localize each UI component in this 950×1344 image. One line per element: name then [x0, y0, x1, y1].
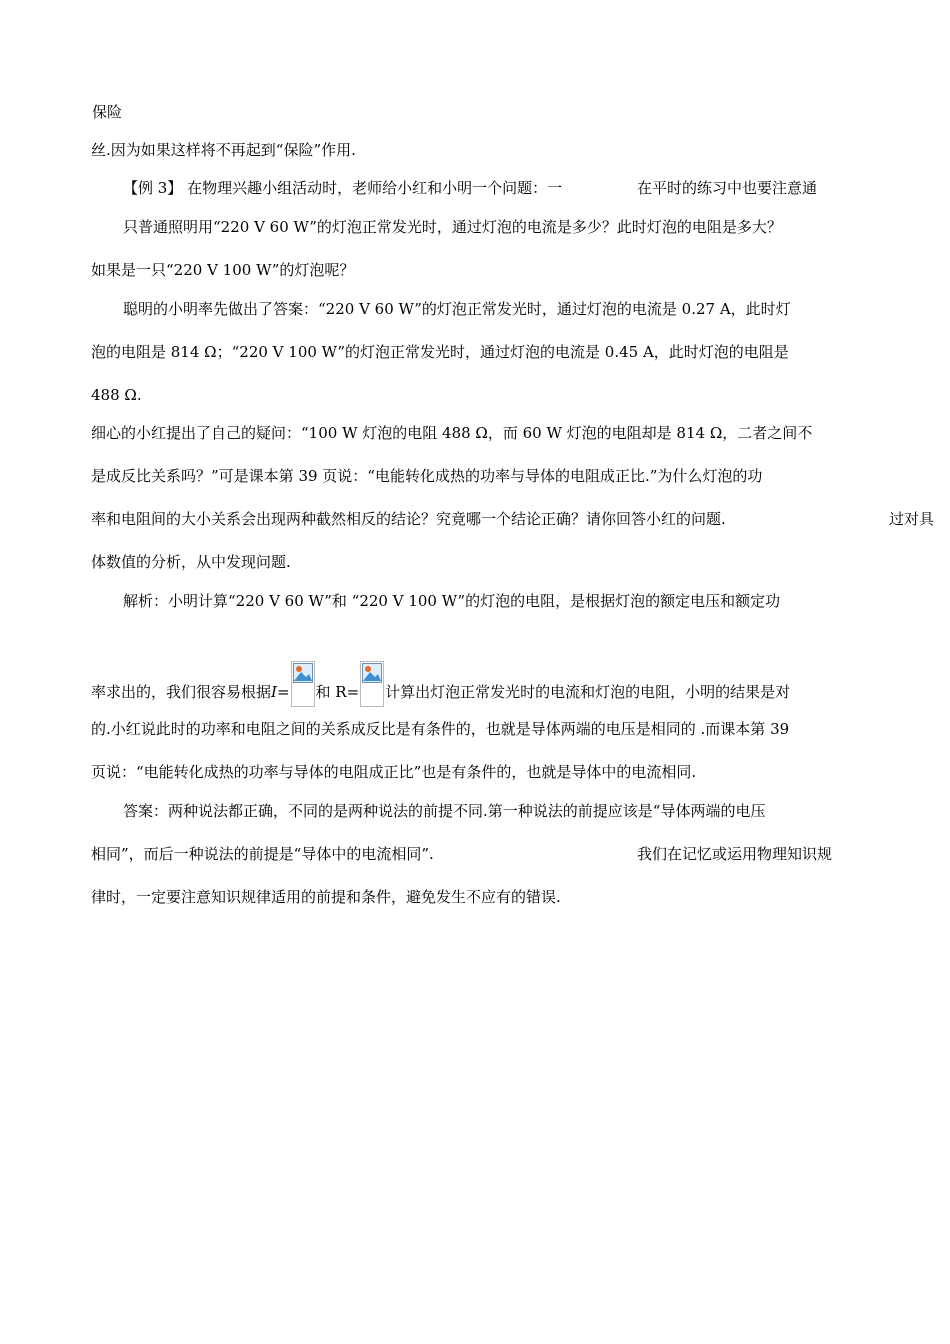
text-line: 律时，一定要注意知识规律适用的前提和条件，避免发生不应有的错误.	[91, 888, 561, 906]
side-note-text: 我们在记忆或运用物理知识规	[637, 845, 833, 863]
text-line: 488 Ω.	[91, 386, 142, 404]
side-note-text: 过对具	[889, 510, 935, 528]
formula-line-prefix: 率求出的，我们很容易根据	[91, 683, 272, 701]
equals-sign: =	[276, 683, 290, 701]
text-line: 相同”，而后一种说法的前提是“导体中的电流相同”.	[91, 845, 434, 863]
text-line: 保险	[92, 103, 123, 121]
text-line: 的.小红说此时的功率和电阻之间的关系成反比是有条件的，也就是导体两端的电压是相同的 .而课本第 39	[91, 720, 790, 738]
formula-line-middle: 和 R=	[315, 683, 360, 701]
text-line: 率和电阻间的大小关系会出现两种截然相反的结论？究竟哪一个结论正确？请你回答小红的问题.	[91, 510, 726, 528]
text-line: 聪明的小明率先做出了答案：“220 V 60 W”的灯泡正常发光时，通过灯泡的电流是 0.27 A，此时灯	[123, 300, 791, 318]
current-symbol: I	[271, 683, 277, 701]
text-line: 是成反比关系吗？”可是课本第 39 页说：“电能转化成热的功率与导体的电阻成正比.”为什么灯泡的功	[91, 467, 763, 485]
example-heading-line: 【例 3】 在物理兴趣小组活动时，老师给小红和小明一个问题：一	[123, 179, 563, 197]
answer-line: 答案：两种说法都正确，不同的是两种说法的前提不同.第一种说法的前提应该是“导体两端的电压	[123, 802, 766, 820]
broken-image-icon	[291, 661, 315, 707]
text-line: 细心的小红提出了自己的疑问：“100 W 灯泡的电阻 488 Ω，而 60 W 灯泡的电阻却是 814 Ω，二者之间不	[91, 424, 813, 442]
text-line: 体数值的分析，从中发现问题.	[91, 553, 291, 571]
side-note-text: 在平时的练习中也要注意通	[637, 179, 818, 197]
text-line: 解析：小明计算“220 V 60 W”和 “220 V 100 W”的灯泡的电阻，是根据灯泡的额定电压和额定功	[123, 592, 781, 610]
formula-line	[91, 661, 790, 707]
text-line: 泡的电阻是 814 Ω；“220 V 100 W”的灯泡正常发光时，通过灯泡的电流是 0.45 A，此时灯泡的电阻是	[91, 343, 789, 361]
text-line: 如果是一只“220 V 100 W”的灯泡呢？	[91, 261, 355, 279]
broken-image-icon	[360, 661, 384, 707]
text-line: 页说：“电能转化成热的功率与导体的电阻成正比”也是有条件的，也就是导体中的电流相同.	[91, 763, 697, 781]
formula-line-suffix: 计算出灯泡正常发光时的电流和灯泡的电阻，小明的结果是对	[385, 683, 791, 701]
text-line: 只普通照明用“220 V 60 W”的灯泡正常发光时，通过灯泡的电流是多少？此时灯泡的电阻是多大？	[123, 218, 782, 236]
text-line: 丝.因为如果这样将不再起到“保险”作用.	[91, 141, 356, 159]
